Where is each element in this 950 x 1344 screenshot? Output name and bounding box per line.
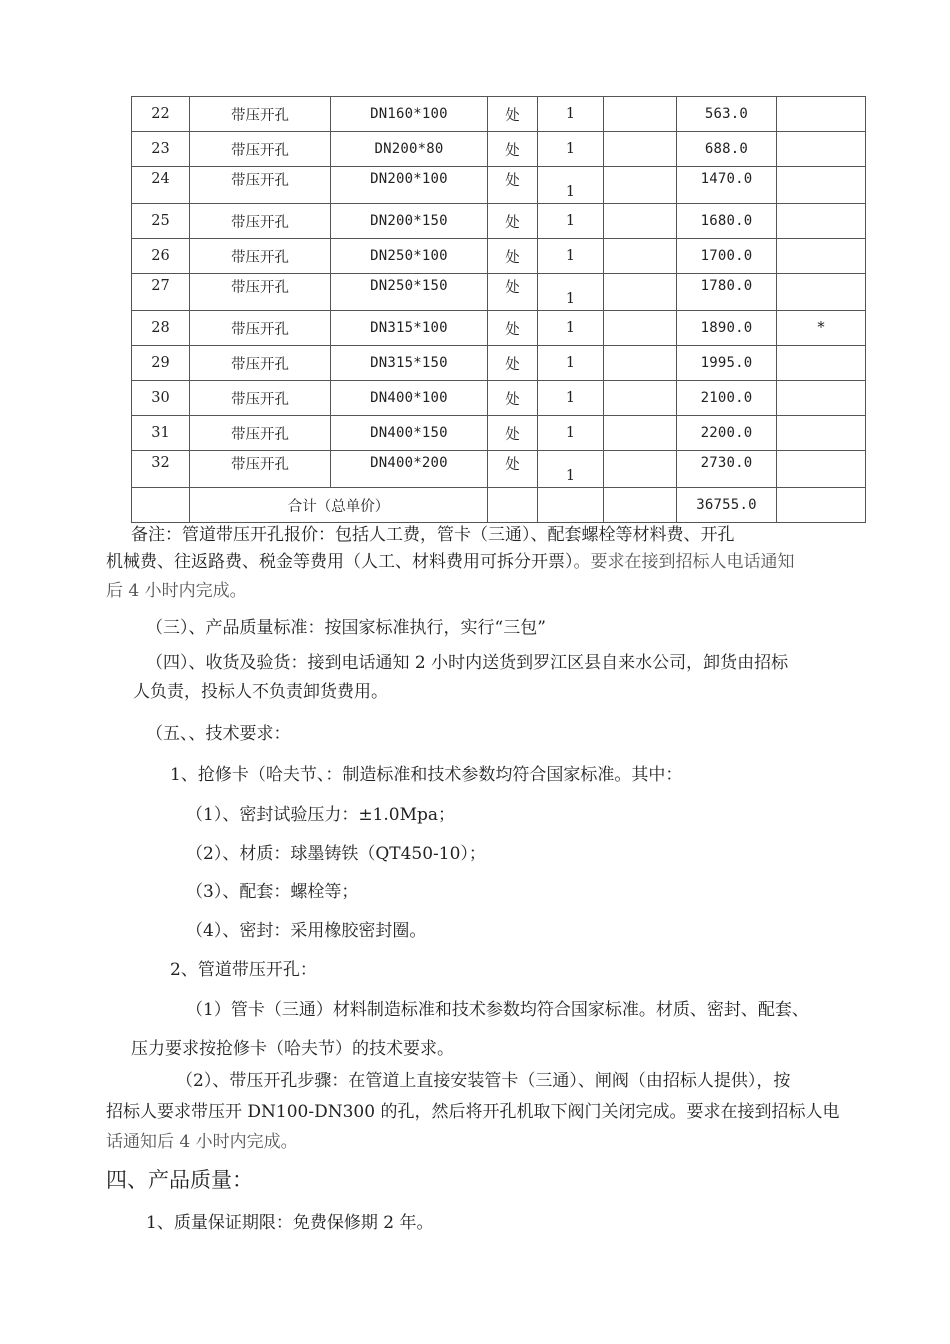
cell-price <box>677 167 777 204</box>
item-2: 2、管道带压开孔： <box>170 960 317 980</box>
cell-unit <box>488 381 538 416</box>
cell-name-text: 带压开孔 <box>231 172 289 189</box>
table-row <box>132 311 866 346</box>
cell-qty-text: 1 <box>565 106 576 122</box>
cell-blank <box>604 204 677 239</box>
cell-spec-text: DN400*150 <box>370 425 448 441</box>
item-2-p2-line-3: 话通知后 4 小时内完成。 <box>106 1132 298 1152</box>
cell-note <box>777 239 866 274</box>
cell-name <box>190 416 331 451</box>
table-row <box>132 132 866 167</box>
cell-price <box>677 381 777 416</box>
cell-unit <box>488 132 538 167</box>
remark-line-2 <box>106 547 795 572</box>
cell-no <box>132 311 190 346</box>
cell-price <box>677 239 777 274</box>
cell-name <box>190 274 331 311</box>
cell-note <box>777 381 866 416</box>
cell-spec <box>331 451 488 488</box>
cell-note <box>777 346 866 381</box>
cell-name-text: 带压开孔 <box>231 279 289 296</box>
cell-no <box>132 239 190 274</box>
cell-spec-text: DN400*200 <box>370 455 448 471</box>
cell-name <box>190 167 331 204</box>
cell-spec <box>331 97 488 132</box>
cell-note <box>777 451 866 488</box>
cell-blank <box>604 274 677 311</box>
cell-unit-text: 处 <box>505 456 520 473</box>
cell-spec <box>331 239 488 274</box>
cell-no <box>132 97 190 132</box>
item-2-p2-line-1: （2）、带压开孔步骤：在管道上直接安装管卡（三通）、闸阀（由招标人提供），按 <box>176 1071 791 1091</box>
cell-name <box>190 346 331 381</box>
cell-price <box>677 346 777 381</box>
cell-qty <box>538 311 604 346</box>
cell-unit <box>488 311 538 346</box>
cell-name <box>190 204 331 239</box>
cell-price <box>677 274 777 311</box>
cell-spec <box>331 381 488 416</box>
cell-no-text: 32 <box>151 455 170 471</box>
table-row <box>132 239 866 274</box>
total-cell-empty <box>488 488 538 523</box>
cell-name <box>190 239 331 274</box>
remark-line-1: 备注：管道带压开孔报价：包括人工费，管卡（三通）、配套螺栓等材料费、开孔 <box>131 525 735 545</box>
cell-qty <box>538 132 604 167</box>
cell-price-text: 688.0 <box>704 141 749 157</box>
section-4-line-2: 人负责，投标人不负责卸货费用。 <box>133 682 388 702</box>
cell-no-text: 27 <box>151 278 170 294</box>
cell-spec <box>331 311 488 346</box>
total-cell-empty <box>777 488 866 523</box>
cell-no-text: 25 <box>151 213 170 229</box>
cell-no <box>132 204 190 239</box>
cell-spec <box>331 416 488 451</box>
cell-spec-text: DN160*100 <box>370 106 448 122</box>
cell-unit <box>488 346 538 381</box>
cell-blank <box>604 132 677 167</box>
cell-price-text: 1890.0 <box>700 320 753 336</box>
cell-no-text: 26 <box>151 248 170 264</box>
cell-unit <box>488 274 538 311</box>
cell-unit-text: 处 <box>505 321 520 338</box>
cell-no <box>132 416 190 451</box>
total-label <box>190 488 488 523</box>
cell-note-text: * <box>817 320 825 336</box>
cell-note <box>777 311 866 346</box>
cell-no <box>132 274 190 311</box>
cell-name-text: 带压开孔 <box>231 456 289 473</box>
cell-note <box>777 132 866 167</box>
cell-price-text: 1470.0 <box>700 171 753 187</box>
cell-name-text: 带压开孔 <box>231 391 289 408</box>
cell-no-text: 31 <box>151 425 170 441</box>
cell-unit <box>488 416 538 451</box>
table-row <box>132 167 866 204</box>
cell-price <box>677 311 777 346</box>
cell-price-text: 2730.0 <box>700 455 753 471</box>
cell-no <box>132 346 190 381</box>
section-3: （三）、产品质量标准：按国家标准执行，实行“三包” <box>146 618 546 638</box>
cell-no-text: 28 <box>151 320 170 336</box>
cell-name <box>190 451 331 488</box>
cell-price-text: 1995.0 <box>700 355 753 371</box>
cell-qty-text: 1 <box>565 355 576 371</box>
table-row <box>132 416 866 451</box>
cell-blank <box>604 97 677 132</box>
cell-name-text: 带压开孔 <box>231 107 289 124</box>
price-table <box>131 96 866 523</box>
cell-blank <box>604 416 677 451</box>
cell-qty <box>538 97 604 132</box>
cell-name-text: 带压开孔 <box>231 214 289 231</box>
cell-name-text: 带压开孔 <box>231 426 289 443</box>
cell-no-text: 22 <box>151 106 170 122</box>
cell-spec-text: DN200*150 <box>370 213 448 229</box>
cell-blank <box>604 239 677 274</box>
cell-unit-text: 处 <box>505 279 520 296</box>
cell-qty <box>538 346 604 381</box>
table-total-row <box>132 488 866 523</box>
total-cell-empty <box>132 488 190 523</box>
section-4-line-1: （四）、收货及验货：接到电话通知 2 小时内送货到罗江区县自来水公司，卸货由招标 <box>146 653 789 673</box>
item-2-p1-line-2: 压力要求按抢修卡（哈夫节）的技术要求。 <box>131 1039 454 1059</box>
table-body <box>132 97 866 523</box>
cell-no-text: 30 <box>151 390 170 406</box>
table-row <box>132 204 866 239</box>
cell-spec-text: DN315*100 <box>370 320 448 336</box>
cell-unit-text: 处 <box>505 107 520 124</box>
cell-unit <box>488 239 538 274</box>
cell-spec-text: DN315*150 <box>370 355 448 371</box>
cell-note <box>777 274 866 311</box>
remark-line-2a: 机械费、往返路费、税金等费用（人工、材料费用可拆分开票） <box>106 552 574 572</box>
item-2-p2-line-2: 招标人要求带压开 DN100-DN300 的孔，然后将开孔机取下阀门关闭完成。要求在接到招标人电 <box>106 1102 840 1122</box>
table-row <box>132 451 866 488</box>
cell-no-text: 29 <box>151 355 170 371</box>
cell-qty <box>538 167 604 204</box>
cell-spec <box>331 167 488 204</box>
cell-price <box>677 132 777 167</box>
cell-spec <box>331 132 488 167</box>
cell-name-text: 带压开孔 <box>231 249 289 266</box>
cell-no <box>132 451 190 488</box>
cell-price-text: 1680.0 <box>700 213 753 229</box>
cell-no-text: 24 <box>151 171 170 187</box>
item-1-sub-4: （4）、密封：采用橡胶密封圈。 <box>186 921 427 941</box>
cell-qty-text: 1 <box>565 468 576 484</box>
cell-name <box>190 132 331 167</box>
cell-unit <box>488 204 538 239</box>
cell-price <box>677 97 777 132</box>
cell-price-text: 1700.0 <box>700 248 753 264</box>
item-1-sub-1: （1）、密封试验压力：±1.0Mpa； <box>186 805 456 825</box>
cell-qty-text: 1 <box>565 184 576 200</box>
cell-unit-text: 处 <box>505 356 520 373</box>
cell-qty-text: 1 <box>565 213 576 229</box>
cell-unit <box>488 167 538 204</box>
item-1: 1、抢修卡（哈夫节、：制造标准和技术参数均符合国家标准。其中： <box>170 765 683 785</box>
total-value-text: 36755.0 <box>696 497 757 513</box>
table-row <box>132 346 866 381</box>
section-5: （五、、技术要求： <box>146 724 291 744</box>
cell-note <box>777 167 866 204</box>
cell-spec <box>331 274 488 311</box>
cell-qty <box>538 381 604 416</box>
cell-note <box>777 204 866 239</box>
cell-blank <box>604 346 677 381</box>
cell-no-text: 23 <box>151 141 170 157</box>
table-row <box>132 381 866 416</box>
cell-qty <box>538 451 604 488</box>
item-1-sub-2: （2）、材质：球墨铸铁（QT450-10）； <box>186 844 486 864</box>
cell-no <box>132 381 190 416</box>
cell-unit-text: 处 <box>505 214 520 231</box>
table-row <box>132 97 866 132</box>
cell-name-text: 带压开孔 <box>231 142 289 159</box>
cell-qty <box>538 239 604 274</box>
quality-item-1: 1、质量保证期限：免费保修期 2 年。 <box>146 1213 434 1233</box>
cell-name-text: 带压开孔 <box>231 321 289 338</box>
cell-price <box>677 204 777 239</box>
cell-spec-text: DN250*100 <box>370 248 448 264</box>
cell-name <box>190 311 331 346</box>
total-label-text: 合计（总单价） <box>287 498 390 515</box>
cell-blank <box>604 167 677 204</box>
cell-unit-text: 处 <box>505 142 520 159</box>
cell-qty-text: 1 <box>565 248 576 264</box>
cell-unit <box>488 451 538 488</box>
cell-spec-text: DN200*100 <box>370 171 448 187</box>
cell-price-text: 2100.0 <box>700 390 753 406</box>
cell-blank <box>604 381 677 416</box>
cell-qty <box>538 274 604 311</box>
cell-price <box>677 416 777 451</box>
cell-name-text: 带压开孔 <box>231 356 289 373</box>
cell-no <box>132 132 190 167</box>
cell-blank <box>604 311 677 346</box>
cell-unit <box>488 97 538 132</box>
cell-name <box>190 97 331 132</box>
table-row <box>132 274 866 311</box>
cell-note <box>777 97 866 132</box>
cell-price-text: 2200.0 <box>700 425 753 441</box>
cell-spec-text: DN400*100 <box>370 390 448 406</box>
cell-qty <box>538 416 604 451</box>
cell-spec <box>331 346 488 381</box>
cell-note <box>777 416 866 451</box>
cell-unit-text: 处 <box>505 426 520 443</box>
cell-qty-text: 1 <box>565 425 576 441</box>
cell-blank <box>604 451 677 488</box>
cell-spec <box>331 204 488 239</box>
item-2-p1-line-1: （1）管卡（三通）材料制造标准和技术参数均符合国家标准。材质、密封、配套、 <box>186 1000 809 1020</box>
cell-unit-text: 处 <box>505 249 520 266</box>
heading-4: 四、产品质量： <box>106 1168 253 1192</box>
item-1-sub-3: （3）、配套：螺栓等； <box>186 882 359 902</box>
cell-qty-text: 1 <box>565 141 576 157</box>
cell-unit-text: 处 <box>505 391 520 408</box>
cell-qty-text: 1 <box>565 320 576 336</box>
total-cell-empty <box>538 488 604 523</box>
cell-name <box>190 381 331 416</box>
remark-line-2b: 。要求在接到招标人电话通知 <box>573 552 795 572</box>
cell-price <box>677 451 777 488</box>
remark-line-3: 后 4 小时内完成。 <box>106 581 247 601</box>
cell-no <box>132 167 190 204</box>
cell-spec-text: DN250*150 <box>370 278 448 294</box>
cell-qty-text: 1 <box>565 390 576 406</box>
total-value <box>677 488 777 523</box>
cell-spec-text: DN200*80 <box>374 141 444 157</box>
cell-price-text: 563.0 <box>704 106 749 122</box>
cell-unit-text: 处 <box>505 172 520 189</box>
total-cell-empty <box>604 488 677 523</box>
cell-qty <box>538 204 604 239</box>
cell-price-text: 1780.0 <box>700 278 753 294</box>
cell-qty-text: 1 <box>565 291 576 307</box>
